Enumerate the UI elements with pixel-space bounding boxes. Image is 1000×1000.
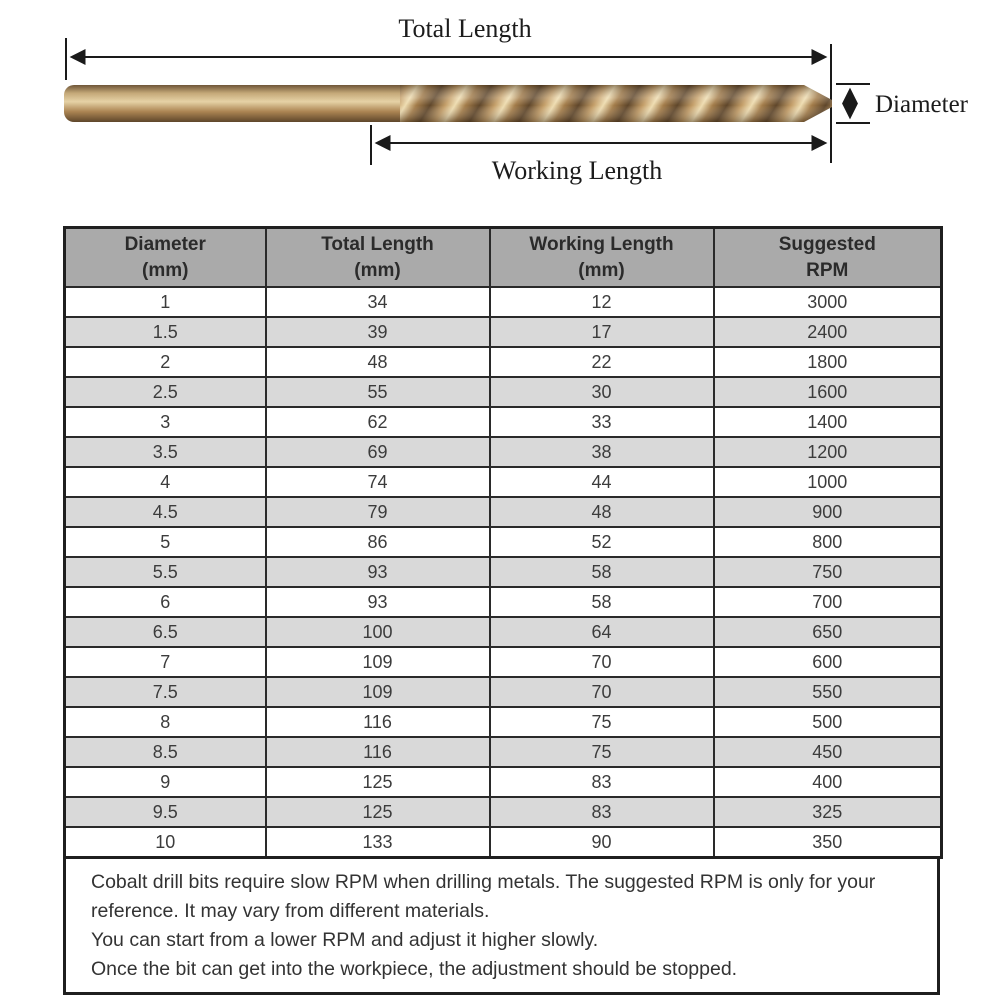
- table-cell: 83: [490, 767, 714, 797]
- table-cell: 64: [490, 617, 714, 647]
- table-cell: 58: [490, 587, 714, 617]
- table-cell: 34: [266, 287, 490, 317]
- note-line: You can start from a lower RPM and adjust it higher slowly.: [91, 929, 599, 951]
- table-cell: 33: [490, 407, 714, 437]
- table-cell: 3.5: [65, 437, 266, 467]
- table-cell: 550: [714, 677, 942, 707]
- table-cell: 4: [65, 467, 266, 497]
- spec-table: [63, 226, 943, 859]
- table-cell: 2.5: [65, 377, 266, 407]
- table-cell: 9: [65, 767, 266, 797]
- table-cell: 5.5: [65, 557, 266, 587]
- table-cell: 86: [266, 527, 490, 557]
- table-row: [65, 647, 942, 677]
- table-cell: 109: [266, 647, 490, 677]
- table-cell: 800: [714, 527, 942, 557]
- table-cell: 48: [266, 347, 490, 377]
- table-cell: 58: [490, 557, 714, 587]
- spec-table-body: [65, 287, 942, 858]
- table-cell: 1.5: [65, 317, 266, 347]
- table-row: [65, 557, 942, 587]
- table-cell: 62: [266, 407, 490, 437]
- table-row: [65, 497, 942, 527]
- table-cell: 116: [266, 737, 490, 767]
- table-cell: 1400: [714, 407, 942, 437]
- table-cell: 6: [65, 587, 266, 617]
- table-cell: 93: [266, 557, 490, 587]
- table-row: [65, 467, 942, 497]
- col-header-working-length-unit: (mm): [578, 259, 625, 281]
- table-cell: 70: [490, 677, 714, 707]
- working-length-label: Working Length: [491, 156, 663, 185]
- table-cell: 2400: [714, 317, 942, 347]
- col-header-suggested-rpm: [714, 228, 942, 288]
- table-cell: 8.5: [65, 737, 266, 767]
- col-header-diameter-title: Diameter: [124, 233, 206, 255]
- table-row: [65, 347, 942, 377]
- table-cell: 38: [490, 437, 714, 467]
- drill-shank: [64, 85, 410, 122]
- table-cell: 8: [65, 707, 266, 737]
- table-cell: 10: [65, 827, 266, 858]
- table-cell: 700: [714, 587, 942, 617]
- table-cell: 3: [65, 407, 266, 437]
- diameter-label: Diameter: [875, 91, 969, 118]
- table-cell: 9.5: [65, 797, 266, 827]
- table-cell: 125: [266, 767, 490, 797]
- table-cell: 5: [65, 527, 266, 557]
- note-line: reference. It may vary from different materials.: [91, 900, 490, 922]
- table-row: [65, 437, 942, 467]
- table-cell: 2: [65, 347, 266, 377]
- table-cell: 600: [714, 647, 942, 677]
- drill-diagram: [0, 0, 1000, 215]
- drill-diagram-svg: [0, 0, 1000, 215]
- col-header-suggested-rpm-title: Suggested: [778, 233, 876, 255]
- col-header-total-length-title: Total Length: [321, 233, 434, 255]
- table-cell: 1: [65, 287, 266, 317]
- table-cell: 7: [65, 647, 266, 677]
- table-row: [65, 377, 942, 407]
- col-header-total-length: [266, 228, 490, 288]
- table-cell: 900: [714, 497, 942, 527]
- table-cell: 55: [266, 377, 490, 407]
- col-header-diameter-unit: (mm): [142, 259, 189, 281]
- table-cell: 350: [714, 827, 942, 858]
- notes-box: [63, 856, 940, 995]
- header-row: [65, 228, 942, 288]
- table-row: [65, 317, 942, 347]
- table-cell: 44: [490, 467, 714, 497]
- table-row: [65, 287, 942, 317]
- table-cell: 400: [714, 767, 942, 797]
- total-length-label: Total Length: [398, 14, 532, 43]
- table-cell: 133: [266, 827, 490, 858]
- table-cell: 75: [490, 707, 714, 737]
- table-cell: 39: [266, 317, 490, 347]
- table-cell: 325: [714, 797, 942, 827]
- table-row: [65, 617, 942, 647]
- spec-table-head: [65, 228, 942, 288]
- table-cell: 1600: [714, 377, 942, 407]
- table-row: [65, 677, 942, 707]
- table-row: [65, 767, 942, 797]
- table-cell: 52: [490, 527, 714, 557]
- col-header-working-length-title: Working Length: [529, 233, 674, 255]
- table-cell: 650: [714, 617, 942, 647]
- table-cell: 109: [266, 677, 490, 707]
- table-cell: 100: [266, 617, 490, 647]
- col-header-suggested-rpm-unit: RPM: [806, 259, 849, 281]
- table-row: [65, 407, 942, 437]
- table-cell: 116: [266, 707, 490, 737]
- col-header-total-length-unit: (mm): [354, 259, 401, 281]
- table-cell: 4.5: [65, 497, 266, 527]
- table-cell: 70: [490, 647, 714, 677]
- table-cell: 125: [266, 797, 490, 827]
- table-row: [65, 827, 942, 858]
- table-cell: 75: [490, 737, 714, 767]
- table-cell: 74: [266, 467, 490, 497]
- table-row: [65, 797, 942, 827]
- table-row: [65, 737, 942, 767]
- table-cell: 1000: [714, 467, 942, 497]
- col-header-diameter: [65, 228, 266, 288]
- table-cell: 90: [490, 827, 714, 858]
- table-cell: 93: [266, 587, 490, 617]
- table-cell: 3000: [714, 287, 942, 317]
- table-cell: 22: [490, 347, 714, 377]
- table-cell: 30: [490, 377, 714, 407]
- table-cell: 7.5: [65, 677, 266, 707]
- note-line: Once the bit can get into the workpiece, the adjustment should be stopped.: [91, 958, 738, 980]
- table-cell: 500: [714, 707, 942, 737]
- table-row: [65, 587, 942, 617]
- table-row: [65, 527, 942, 557]
- col-header-working-length: [490, 228, 714, 288]
- table-cell: 79: [266, 497, 490, 527]
- table-cell: 450: [714, 737, 942, 767]
- table-cell: 1800: [714, 347, 942, 377]
- table-cell: 69: [266, 437, 490, 467]
- table-cell: 6.5: [65, 617, 266, 647]
- note-line: Cobalt drill bits require slow RPM when drilling metals. The suggested RPM is only for your: [91, 871, 876, 893]
- table-cell: 12: [490, 287, 714, 317]
- table-cell: 750: [714, 557, 942, 587]
- table-cell: 48: [490, 497, 714, 527]
- drill-flutes-shading: [400, 85, 832, 122]
- table-cell: 1200: [714, 437, 942, 467]
- table-cell: 17: [490, 317, 714, 347]
- table-row: [65, 707, 942, 737]
- table-cell: 83: [490, 797, 714, 827]
